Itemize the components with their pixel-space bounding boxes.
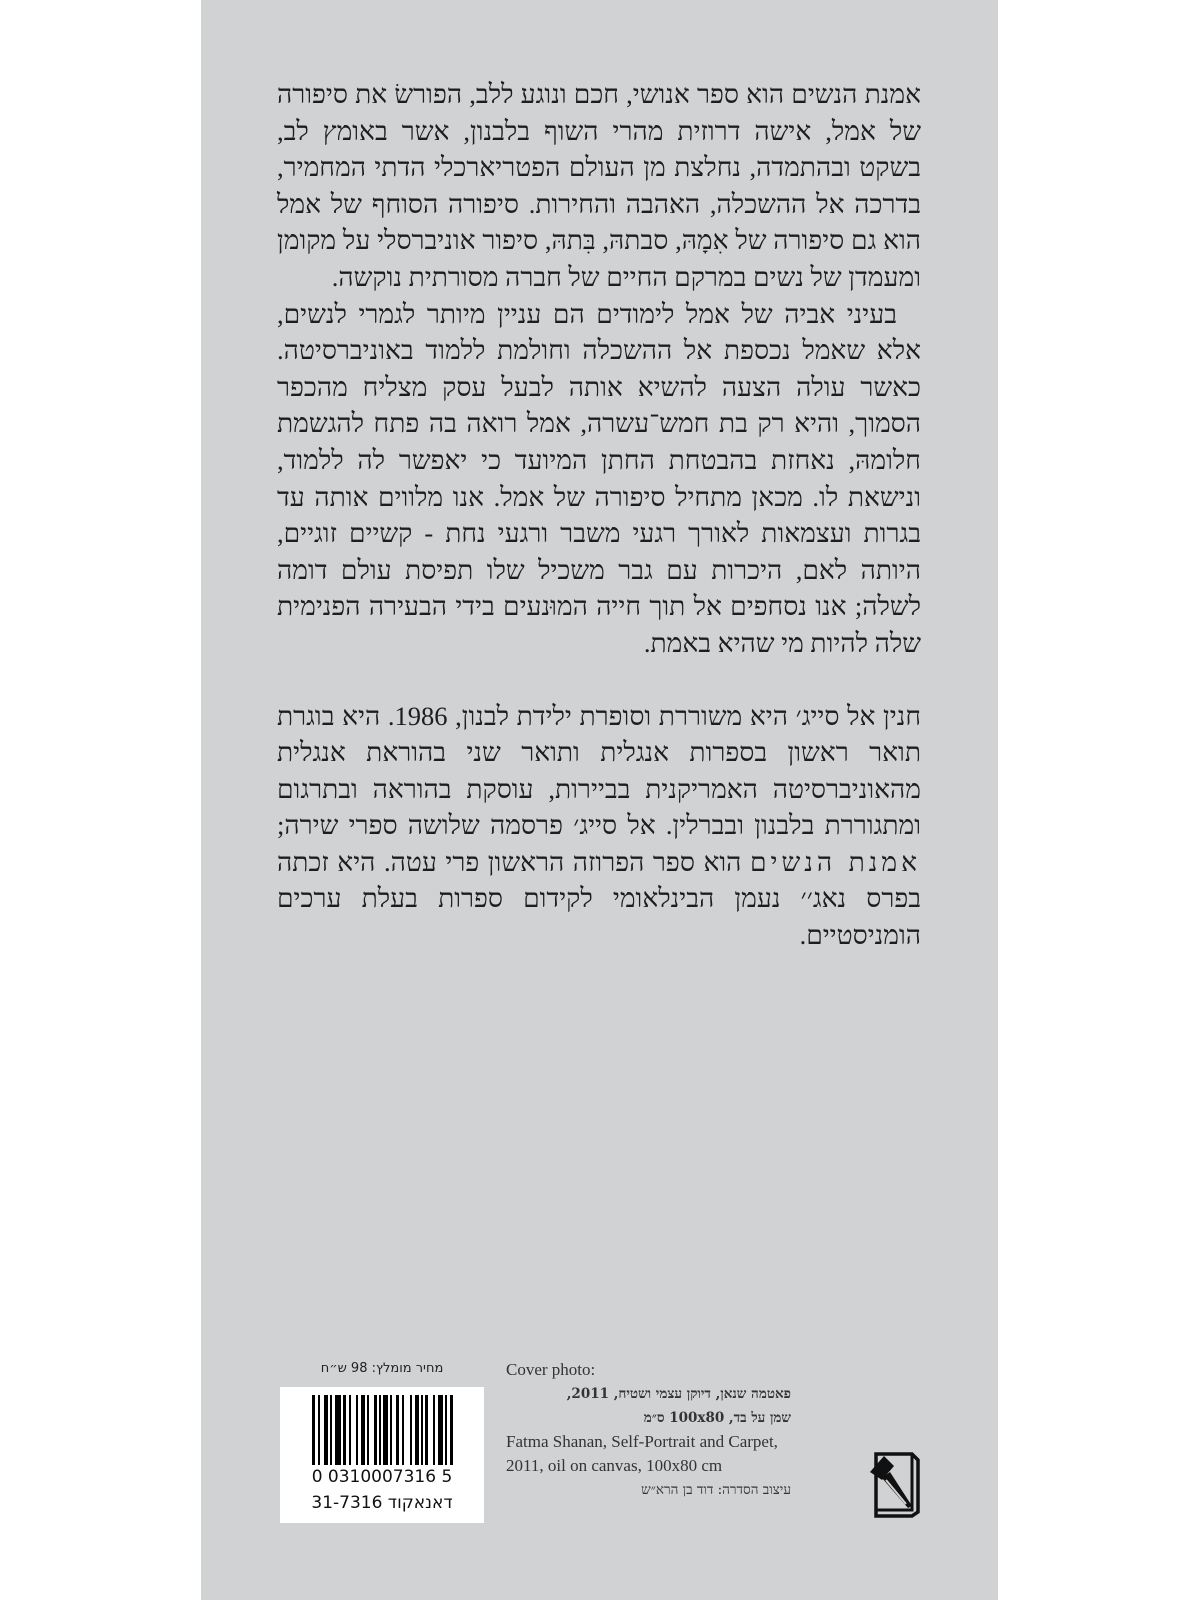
section-gap — [277, 662, 921, 698]
recommended-price: מחיר מומלץ: 98 ש״ח — [320, 1361, 444, 1376]
cover-photo-en-line-1: Fatma Shanan, Self-Portrait and Carpet, — [506, 1432, 778, 1451]
series-design-credit: עיצוב הסדרה: דוד בן הרא״ש — [641, 1482, 791, 1498]
publisher-logo-icon — [868, 1450, 922, 1520]
author-bio-text-1: היא משוררת וסופרת ילידת לבנון, 1986. היא בוגרת תואר ראשון בספרות אנגלית ותואר שני בהוראת אנגלית מהאוניברסיטה האמריקנית בביירות, עוסקת בהוראה ובתרגום ומתגוררת בלבנון ובברלין. אל סייג׳ פרסמה שלושה ספרי שירה; — [277, 700, 921, 841]
barcode-icon — [290, 1395, 474, 1465]
author-bio-text-2: הוא ספר הפרוזה הראשון פרי עטה. היא זכתה בפרס נאג׳׳ נעמן הבינלאומי לקידום ספרות בעלת ערכים הומניסטיים. — [277, 846, 921, 951]
author-bio — [277, 698, 921, 954]
cover-photo-label: Cover photo: — [506, 1360, 596, 1379]
cover-photo-en-line-2: 2011, oil on canvas, 100x80 cm — [506, 1456, 723, 1475]
barcode-box — [280, 1387, 484, 1523]
cover-credits — [506, 1358, 826, 1502]
cover-photo-he-line-2: שמן על בד, 100x80 ס״מ — [643, 1410, 791, 1426]
book-title-inline: אמנת הנשים — [749, 846, 922, 877]
author-name: חנין אל סייג׳ — [795, 700, 922, 731]
danacode: דאנאקוד 31-7316 — [311, 1493, 453, 1513]
back-cover-text — [277, 76, 921, 954]
barcode-number: 0 0310007316 5 — [311, 1467, 453, 1487]
blurb-paragraph-1: אמנת הנשים הוא ספר אנושי, חכם ונוגע ללב, הפורשׂ את סיפורה של אמל, אישה דרוזית מהרי השוף בלבנון, אשר באומץ לב, בשקט ובהתמדה, נחלצת מן העולם הפטריארכלי הדתי המחמיר, בדרכה אל ההשכלה, האהבה והחירות. סיפורה הסוחף של אמל הוא גם סיפורה של אִמָהּ, סבתהּ, בִּתהּ, סיפור אוניברסלי על מקומן ומעמדן של נשים במרקם החיים של חברה מסורתית נוקשה. — [277, 79, 921, 292]
blurb-paragraph-2: בעיני אביה של אמל לימודים הם עניין מיותר לגמרי לנשים, אלא שאמל נכספת אל ההשכלה וחולמת ללמוד באוניברסיטה. כאשר עולה הצעה להשיא אותה לבעל עסק מצליח מהכפר הסמוך, והיא רק בת חמש־עשרה, אמל רואה בה פתח להגשמת חלומהּ, נאחזת בהבטחת החתן המיועד כי יאפשר לה ללמוד, ונישאת לו. מכאן מתחיל סיפורה של אמל. אנו מלווים אותה עד בגרות ועצמאות לאורך רגעי משבר ורגעי נחת - קשיים זוגיים, היותה לאם, היכרות עם גבר משכיל שלו תפיסת עולם דומה לשלה; אנו נסחפים אל תוך חייה המוּנעים בידי הבעירה הפנימית שלה להיות מי שהיא באמת. — [277, 298, 921, 658]
cover-photo-he-line-1: פאטמה שנאן, דיוקן עצמי ושטיח, 2011, — [566, 1386, 791, 1402]
